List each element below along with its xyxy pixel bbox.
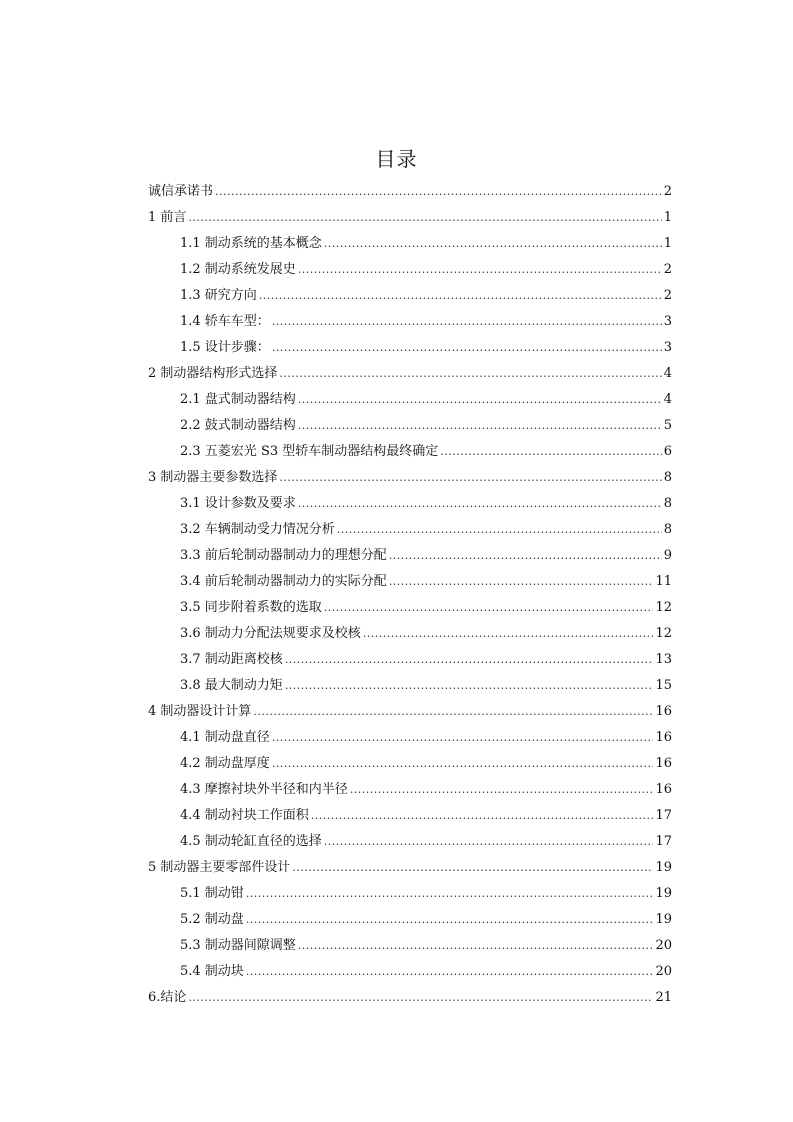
toc-entry[interactable] xyxy=(148,179,672,205)
toc-page-number: 8 xyxy=(663,496,672,511)
toc-entry[interactable] xyxy=(180,335,672,361)
toc-dot-leader xyxy=(324,599,654,617)
toc-entry-label: 6.结论 xyxy=(148,990,187,1005)
toc-page-number: 17 xyxy=(655,834,672,849)
toc-entry[interactable] xyxy=(180,621,672,647)
toc-entry[interactable] xyxy=(180,257,672,283)
toc-dot-leader xyxy=(272,729,654,747)
toc-entry[interactable] xyxy=(180,907,672,933)
toc-dot-leader xyxy=(246,885,654,903)
toc-entry-label: 1.1 制动系统的基本概念 xyxy=(180,236,322,251)
toc-page-number: 9 xyxy=(663,548,672,563)
toc-entry[interactable] xyxy=(180,309,672,335)
toc-page-number: 20 xyxy=(655,964,672,979)
toc-entry[interactable] xyxy=(148,361,672,387)
toc-page-number: 19 xyxy=(655,860,672,875)
toc-dot-leader xyxy=(285,651,654,669)
toc-page-number: 3 xyxy=(663,340,672,355)
toc-list xyxy=(0,179,793,1011)
toc-entry[interactable] xyxy=(180,283,672,309)
toc-page-number: 13 xyxy=(655,652,672,667)
toc-entry-label: 4.1 制动盘直径 xyxy=(180,730,270,745)
toc-entry-label: 3.4 前后轮制动器制动力的实际分配 xyxy=(180,574,387,589)
toc-entry-label: 2.3 五菱宏光 S3 型轿车制动器结构最终确定 xyxy=(180,444,439,459)
toc-entry-label: 5.1 制动钳 xyxy=(180,886,244,901)
toc-entry-label: 2 制动器结构形式选择 xyxy=(148,366,278,381)
toc-entry[interactable] xyxy=(180,569,672,595)
toc-page-number: 11 xyxy=(655,574,672,589)
toc-page-number: 1 xyxy=(663,210,672,225)
toc-entry-label: 3.8 最大制动力矩 xyxy=(180,678,283,693)
toc-page-number: 3 xyxy=(663,314,672,329)
toc-page-number: 2 xyxy=(663,184,672,199)
toc-page-number: 16 xyxy=(655,704,672,719)
toc-entry[interactable] xyxy=(180,543,672,569)
toc-entry-label: 3.7 制动距离校核 xyxy=(180,652,283,667)
toc-page-number: 21 xyxy=(655,990,672,1005)
toc-dot-leader xyxy=(324,833,654,851)
toc-page-number: 17 xyxy=(655,808,672,823)
toc-dot-leader xyxy=(246,911,654,929)
toc-entry[interactable] xyxy=(180,413,672,439)
toc-dot-leader xyxy=(272,313,662,331)
toc-entry-label: 3 制动器主要参数选择 xyxy=(148,470,278,485)
toc-page-number: 8 xyxy=(663,470,672,485)
toc-dot-leader xyxy=(188,209,661,227)
toc-entry-label: 5.2 制动盘 xyxy=(180,912,244,927)
toc-dot-leader xyxy=(389,573,654,591)
toc-dot-leader xyxy=(259,287,662,305)
toc-entry[interactable] xyxy=(148,699,672,725)
toc-entry-label: 4.3 摩擦衬块外半径和内半径 xyxy=(180,782,348,797)
toc-entry-label: 4 制动器设计计算 xyxy=(148,704,252,719)
toc-page-number: 2 xyxy=(663,262,672,277)
toc-dot-leader xyxy=(298,495,662,513)
toc-page-number: 1 xyxy=(663,236,672,251)
toc-entry[interactable] xyxy=(180,725,672,751)
toc-entry-label: 1.2 制动系统发展史 xyxy=(180,262,296,277)
toc-dot-leader xyxy=(440,443,661,461)
toc-entry[interactable] xyxy=(148,855,672,881)
toc-page-number: 4 xyxy=(663,392,672,407)
toc-page-number: 20 xyxy=(655,938,672,953)
toc-entry[interactable] xyxy=(180,491,672,517)
toc-entry[interactable] xyxy=(148,205,672,231)
toc-dot-leader xyxy=(350,781,654,799)
toc-page-number: 6 xyxy=(663,444,672,459)
toc-dot-leader xyxy=(215,183,662,201)
toc-entry-label: 3.6 制动力分配法规要求及校核 xyxy=(180,626,361,641)
toc-entry[interactable] xyxy=(180,673,672,699)
toc-entry-label: 2.1 盘式制动器结构 xyxy=(180,392,296,407)
toc-entry[interactable] xyxy=(180,439,672,465)
toc-dot-leader xyxy=(324,235,662,253)
toc-dot-leader xyxy=(311,807,654,825)
toc-entry-label: 1 前言 xyxy=(148,210,187,225)
toc-entry-label: 1.3 研究方向 xyxy=(180,288,257,303)
toc-dot-leader xyxy=(292,859,653,877)
toc-entry[interactable] xyxy=(180,777,672,803)
toc-page-number: 4 xyxy=(663,366,672,381)
toc-entry-label: 4.5 制动轮缸直径的选择 xyxy=(180,834,322,849)
toc-entry-label: 3.5 同步附着系数的选取 xyxy=(180,600,322,615)
toc-dot-leader xyxy=(389,547,662,565)
toc-dot-leader xyxy=(279,469,661,487)
toc-dot-leader xyxy=(272,339,662,357)
toc-dot-leader xyxy=(337,521,662,539)
toc-entry-label: 3.1 设计参数及要求 xyxy=(180,496,296,511)
toc-dot-leader xyxy=(272,755,654,773)
toc-entry[interactable] xyxy=(180,517,672,543)
toc-dot-leader xyxy=(298,937,654,955)
toc-page-number: 12 xyxy=(655,626,672,641)
toc-entry[interactable] xyxy=(180,231,672,257)
toc-page-number: 16 xyxy=(655,730,672,745)
toc-dot-leader xyxy=(246,963,654,981)
toc-dot-leader xyxy=(285,677,654,695)
toc-entry[interactable] xyxy=(180,829,672,855)
toc-page-number: 16 xyxy=(655,756,672,771)
toc-entry[interactable] xyxy=(180,959,672,985)
toc-dot-leader xyxy=(279,365,661,383)
toc-page-number: 19 xyxy=(655,886,672,901)
toc-entry[interactable] xyxy=(180,933,672,959)
toc-entry-label: 1.5 设计步骤： xyxy=(180,340,270,355)
toc-page-number: 19 xyxy=(655,912,672,927)
toc-page-number: 15 xyxy=(655,678,672,693)
toc-dot-leader xyxy=(188,989,653,1007)
toc-dot-leader xyxy=(298,417,662,435)
toc-entry-label: 4.2 制动盘厚度 xyxy=(180,756,270,771)
toc-entry[interactable] xyxy=(180,647,672,673)
toc-entry-label: 2.2 鼓式制动器结构 xyxy=(180,418,296,433)
toc-entry[interactable] xyxy=(148,465,672,491)
toc-page-number: 12 xyxy=(655,600,672,615)
toc-entry[interactable] xyxy=(180,751,672,777)
toc-entry-label: 5 制动器主要零部件设计 xyxy=(148,860,291,875)
toc-entry[interactable] xyxy=(180,595,672,621)
toc-page-number: 5 xyxy=(663,418,672,433)
toc-title: 目录 xyxy=(375,147,418,171)
toc-entry-label: 3.3 前后轮制动器制动力的理想分配 xyxy=(180,548,387,563)
toc-entry-label: 5.3 制动器间隙调整 xyxy=(180,938,296,953)
toc-entry-label: 1.4 轿车车型： xyxy=(180,314,270,329)
toc-entry-label: 5.4 制动块 xyxy=(180,964,244,979)
toc-page-number: 16 xyxy=(655,782,672,797)
toc-page-number: 2 xyxy=(663,288,672,303)
toc-dot-leader xyxy=(363,625,654,643)
toc-dot-leader xyxy=(253,703,653,721)
toc-entry-label: 3.2 车辆制动受力情况分析 xyxy=(180,522,335,537)
toc-entry-label: 4.4 制动衬块工作面积 xyxy=(180,808,309,823)
toc-dot-leader xyxy=(298,391,662,409)
toc-dot-leader xyxy=(298,261,662,279)
toc-entry[interactable] xyxy=(180,803,672,829)
toc-entry[interactable] xyxy=(180,387,672,413)
toc-entry[interactable] xyxy=(180,881,672,907)
toc-page-number: 8 xyxy=(663,522,672,537)
toc-entry[interactable] xyxy=(148,985,672,1011)
toc-entry-label: 诚信承诺书 xyxy=(148,184,214,199)
